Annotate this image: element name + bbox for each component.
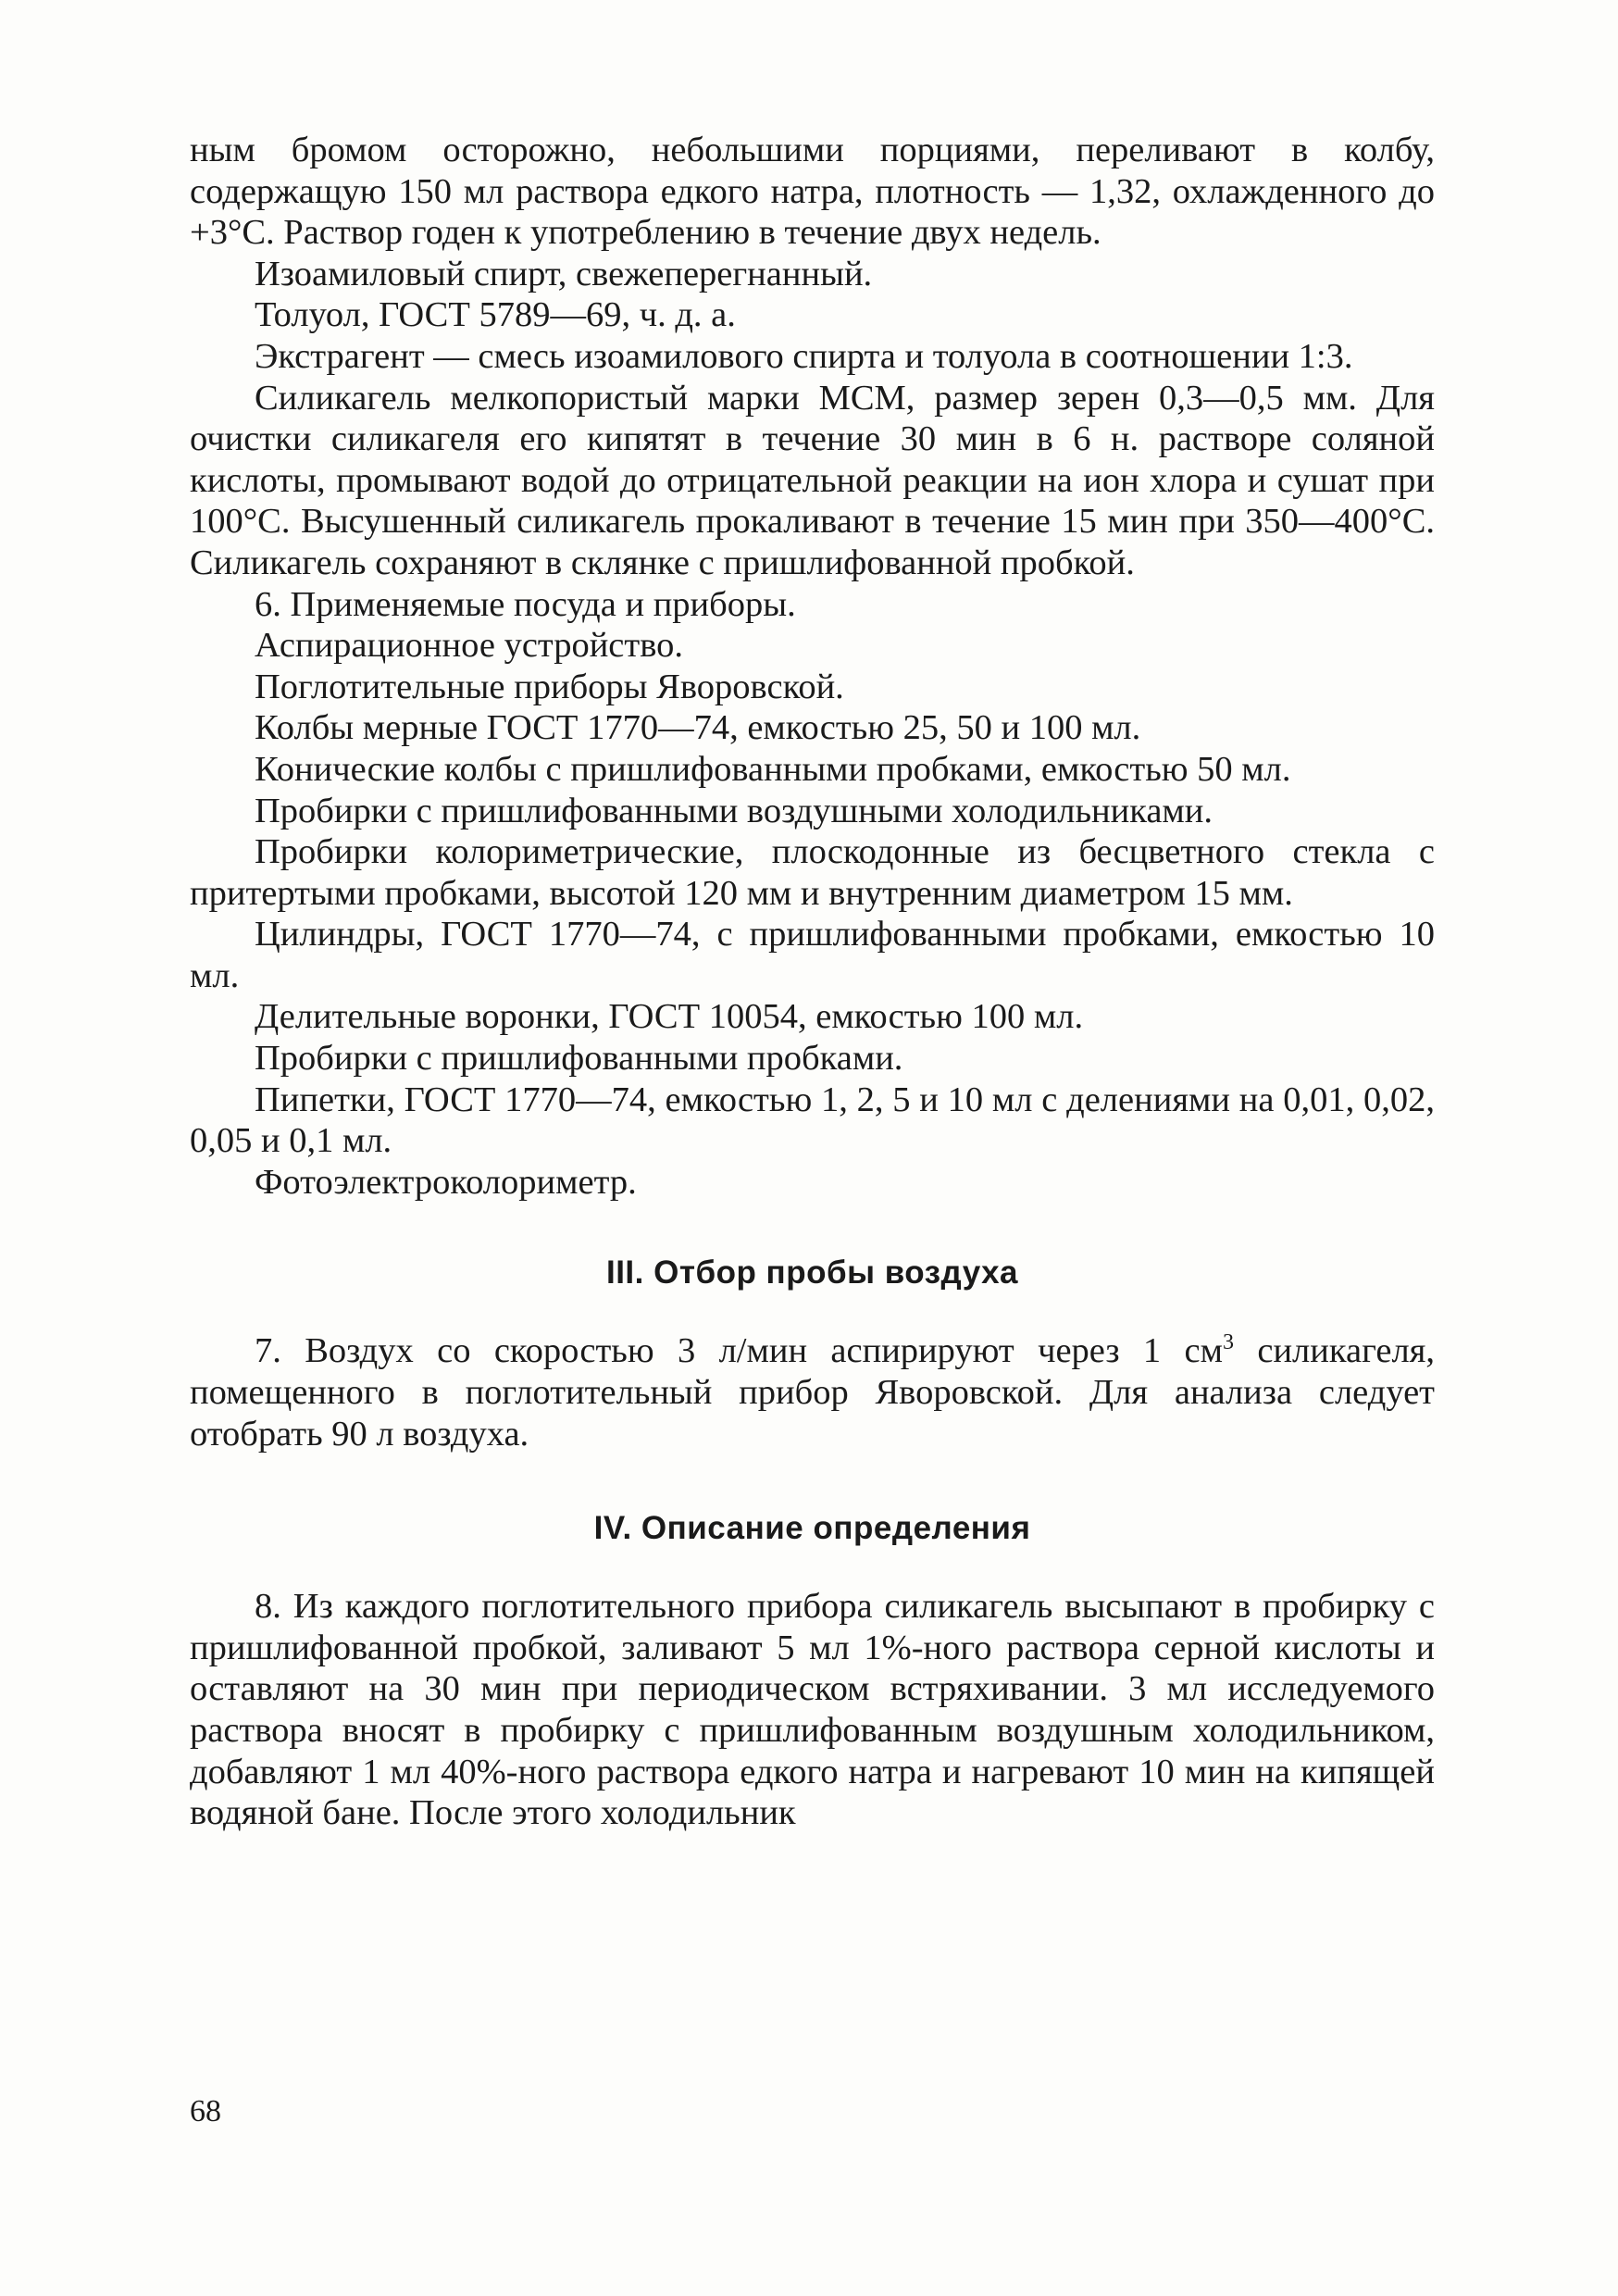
paragraph-air-sampling	[190, 1330, 1435, 1454]
air-sampling-text-part2: силикагеля, помещенного в поглотительный прибор Яворовской. Для анализа следует отобрать 90 л воздуха.	[190, 1331, 1435, 1454]
paragraph-reagent-continuation: ным бромом осторожно, небольшими порциями, переливают в колбу, содержащую 150 мл раствора едкого натра, плотность — 1,32, охлажденного до +3°С. Раствор годен к употреблению в течение двух недель.	[190, 131, 1435, 253]
section-heading-procedure: IV. Описание определения	[593, 1510, 1031, 1547]
paragraph-isoamyl-alcohol: Изоамиловый спирт, свежеперегнанный.	[255, 254, 873, 293]
paragraph-aspiration-device: Аспирационное устройство.	[255, 626, 684, 666]
paragraph-extractant: Экстрагент — смесь изоамилового спирта и толуола в соотношении 1:3.	[255, 336, 1353, 376]
cubic-superscript: 3	[1223, 1330, 1234, 1355]
page-number: 68	[190, 2094, 221, 2128]
text-block	[190, 130, 1435, 1834]
paragraph-procedure: 8. Из каждого поглотительного прибора силикагель высыпают в пробирку с пришлифованной пробкой, заливают 5 мл 1%-ного раствора серной кислоты и оставляют на 30 мин при периодическом встряхивании. 3 мл исследуемого раствора вносят в пробирку с пришлифованным воздушным холодильником, добавляют 1 мл 40%-ного раствора едкого натра и нагревают 10 мин на кипящей водяной бане. После этого холодильник	[190, 1587, 1435, 1833]
air-sampling-text-part1: 7. Воздух со скоростью 3 л/мин аспирируют через 1 см	[255, 1331, 1223, 1371]
paragraph-equipment-title: 6. Применяемые посуда и приборы.	[255, 584, 796, 624]
paragraph-volumetric-flasks: Колбы мерные ГОСТ 1770—74, емкостью 25, 50 и 100 мл.	[255, 708, 1141, 748]
paragraph-silica-gel: Силикагель мелкопористый марки МСМ, размер зерен 0,3—0,5 мм. Для очистки силикагеля его кипятят в течение 30 мин в 6 н. растворе соляной кислоты, промывают водой до отрицательной реакции на ион хлора и сушат при 100°С. Высушенный силикагель прокаливают в течение 15 мин при 350—400°С. Силикагель сохраняют в склянке с пришлифованной пробкой.	[190, 378, 1435, 582]
paragraph-cylinders: Цилиндры, ГОСТ 1770—74, с пришлифованными пробками, емкостью 10 мл.	[190, 915, 1435, 995]
paragraph-absorbers: Поглотительные приборы Яворовской.	[255, 667, 844, 706]
paragraph-photocolorimeter: Фотоэлектроколориметр.	[255, 1162, 637, 1202]
paragraph-separatory-funnels: Делительные воронки, ГОСТ 10054, емкостью 100 мл.	[255, 997, 1084, 1037]
paragraph-colorimetric-tubes: Пробирки колориметрические, плоскодонные из бесцветного стекла с притертыми пробками, высотой 120 мм и внутренним диаметром 15 мм.	[190, 832, 1435, 913]
paragraph-toluene: Толуол, ГОСТ 5789—69, ч. д. а.	[255, 295, 736, 335]
paragraph-ground-tubes: Пробирки с пришлифованными пробками.	[255, 1039, 903, 1079]
paragraph-tubes-condensers: Пробирки с пришлифованными воздушными холодильниками.	[255, 791, 1214, 830]
section-heading-air-sampling: III. Отбор пробы воздуха	[605, 1254, 1019, 1292]
paragraph-conical-flasks: Конические колбы с пришлифованными пробками, емкостью 50 мл.	[255, 749, 1291, 789]
paragraph-pipettes: Пипетки, ГОСТ 1770—74, емкостью 1, 2, 5 и 10 мл с делениями на 0,01, 0,02, 0,05 и 0,1 мл.	[190, 1079, 1435, 1161]
